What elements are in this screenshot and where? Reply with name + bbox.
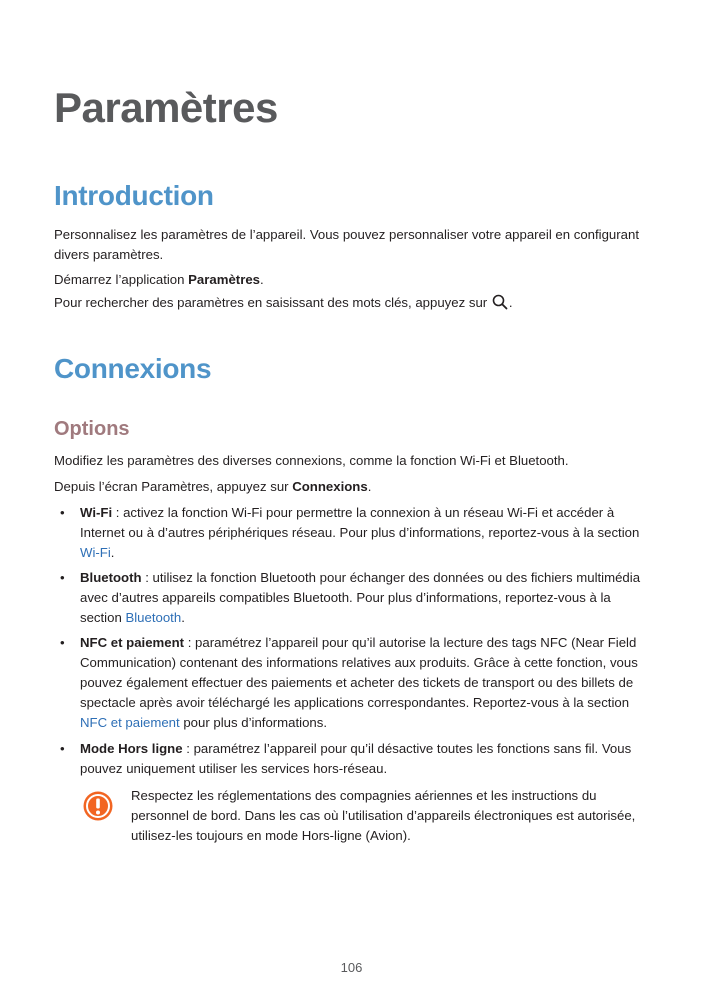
options-heading: Options	[54, 418, 130, 440]
bullet-marker: •	[60, 505, 65, 520]
introduction-heading: Introduction	[54, 180, 214, 211]
connexions-paragraph-2: Depuis l’écran Paramètres, appuyez sur Connexions.	[54, 479, 372, 494]
link-nfc-paiement[interactable]: NFC et paiement	[80, 715, 180, 730]
list-item-wifi: Wi-Fi : activez la fonction Wi-Fi pour permettre la connexion à un réseau Wi-Fi et accéder à Internet ou à d’autres périphériques réseau. Pour plus d’informations, reportez-vous à la section Wi-Fi.	[80, 505, 640, 560]
notice-text: Respectez les réglementations des compagnies aériennes et les instructions du personnel de bord. Dans les cas où l’utilisation d’appareils électroniques est autorisée, utilisez-les toujours en mode Hors-ligne (Avion).	[131, 788, 636, 843]
list-item-mode-hors-ligne: Mode Hors ligne : paramétrez l’appareil pour qu’il désactive toutes les fonctions sans fil. Vous pouvez uniquement utiliser les services hors-réseau.	[80, 741, 632, 776]
intro-paragraph-2: Démarrez l’application Paramètres.	[54, 272, 264, 287]
list-item-nfc: NFC et paiement : paramétrez l’appareil pour qu’il autorise la lecture des tags NFC (Near Field Communication) contenant des informations relatives aux produits. Grâce à cette fonction, vous pouvez également effectuer des paiements et acheter des tickets de transport ou des billets de spectacle après avoir téléchargé les applications correspondantes. Reportez-vous à la section NFC et paiement pour plus d’informations.	[80, 635, 638, 730]
menu-name-connexions: Connexions	[292, 479, 368, 494]
bullet-marker: •	[60, 635, 65, 650]
link-wifi[interactable]: Wi-Fi	[80, 545, 111, 560]
page-title: Paramètres	[54, 84, 278, 131]
warning-icon	[82, 790, 114, 822]
list-item-bluetooth: Bluetooth : utilisez la fonction Bluetooth pour échanger des données ou des fichiers multimédia avec d’autres appareils compatibles Bluetooth. Pour plus d’informations, reportez-vous à la section Bluetooth.	[80, 570, 641, 625]
connexions-heading: Connexions	[54, 353, 212, 384]
connexions-paragraph-1: Modifiez les paramètres des diverses connexions, comme la fonction Wi-Fi et Bluetooth.	[54, 453, 569, 468]
link-bluetooth[interactable]: Bluetooth	[125, 610, 182, 625]
bullet-marker: •	[60, 741, 65, 756]
bullet-marker: •	[60, 570, 65, 585]
search-icon	[492, 294, 508, 316]
intro-paragraph-1: Personnalisez les paramètres de l’appareil. Vous pouvez personnaliser votre appareil en configurant divers paramètres.	[54, 227, 639, 262]
app-name-parametres: Paramètres	[188, 272, 260, 287]
page-number: 106	[340, 960, 363, 975]
intro-paragraph-3: Pour rechercher des paramètres en saisissant des mots clés, appuyez sur .	[54, 293, 654, 316]
